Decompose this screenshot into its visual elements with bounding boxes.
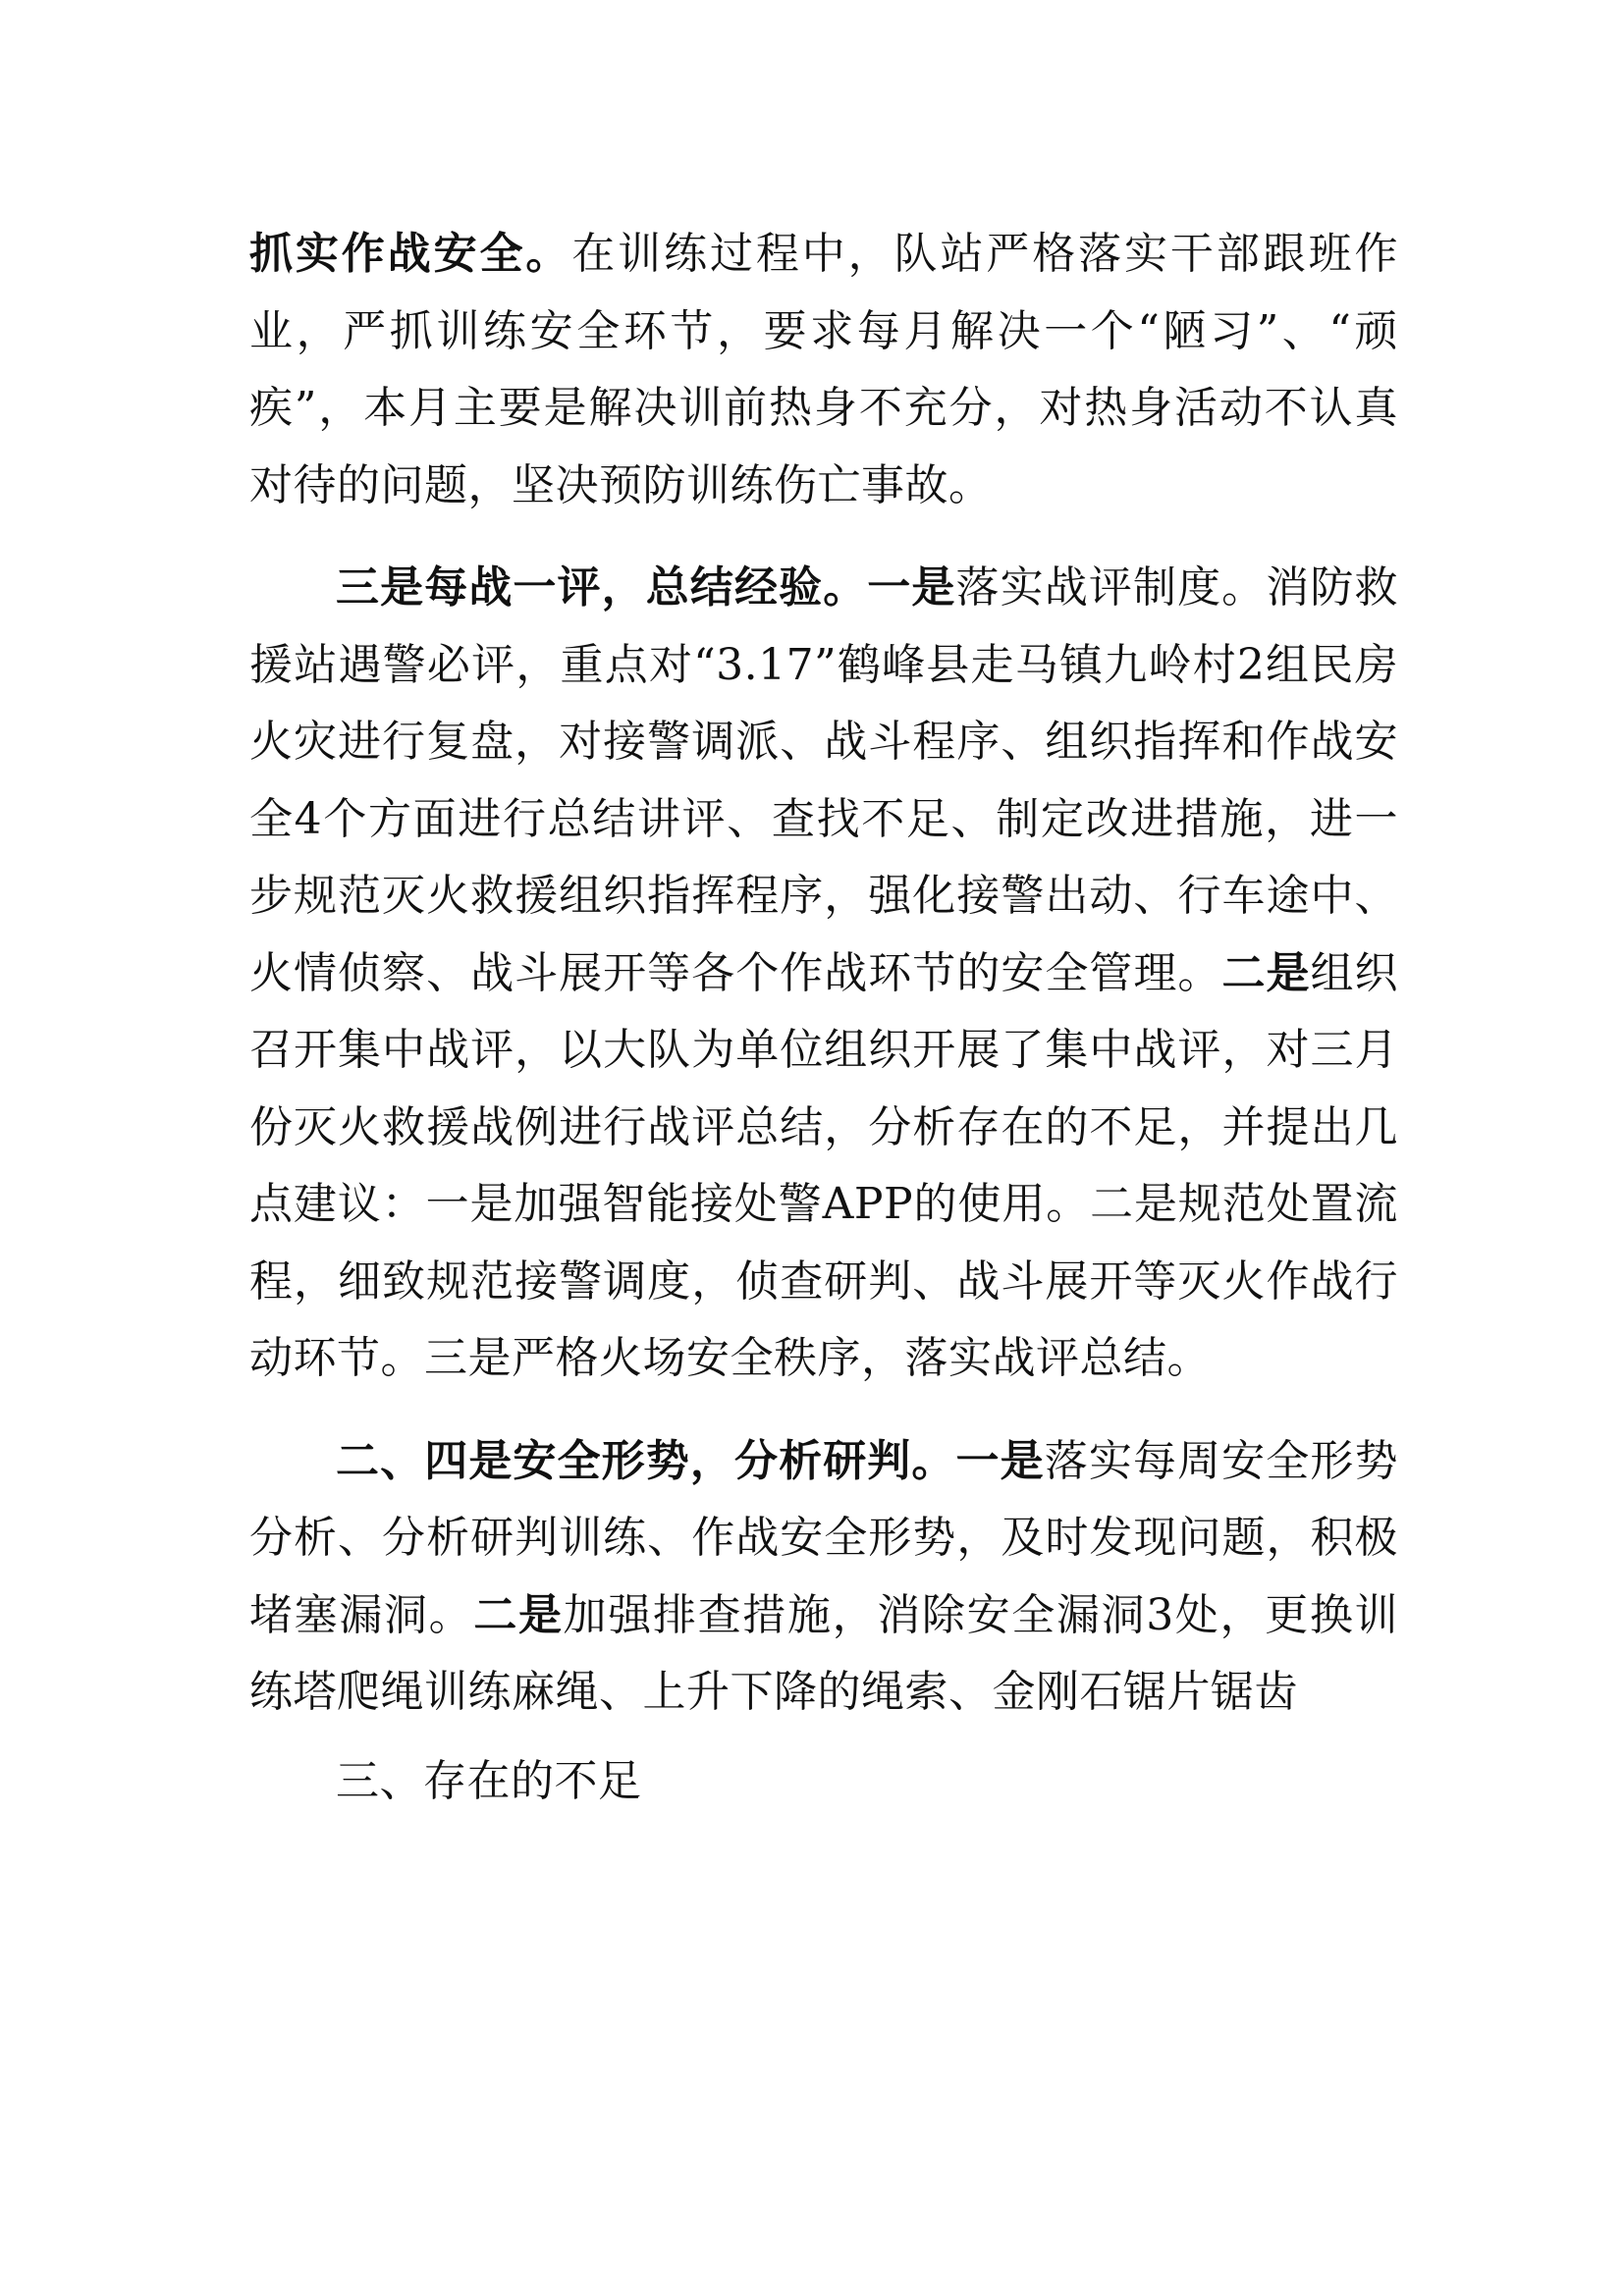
paragraph-heading: 二、四是安全形势，分析研判。一是 xyxy=(336,1435,1045,1486)
paragraph-situation xyxy=(249,1423,1398,1732)
paragraph-text: 落实每周安全形势分析、分析研判训练、作战安全形势，及时发现问题，积极堵塞漏洞。 xyxy=(249,1435,1399,1640)
paragraph-heading: 三是每战一评，总结经验。一是 xyxy=(336,562,956,613)
paragraph-subheading: 二是 xyxy=(473,1589,564,1640)
section-heading-text: 三、存在的不足 xyxy=(336,1755,642,1806)
paragraph-text: 加强排查措施，消除安全漏洞3处，更换训练塔爬绳训练麻绳、上升下降的绳索、金刚石锯片锯齿 xyxy=(249,1589,1399,1717)
section-heading-shortcomings xyxy=(249,1743,1398,1821)
paragraph-subheading: 二是 xyxy=(1221,947,1311,998)
paragraph-heading: 抓实作战安全。 xyxy=(249,229,572,279)
document-body xyxy=(249,216,1398,1820)
paragraph-review xyxy=(249,550,1398,1398)
paragraph-safety xyxy=(249,216,1398,524)
paragraph-text: 组织召开集中战评，以大队为单位组织开展了集中战评，对三月份灭火救援战例进行战评总结，分析存在的不足，并提出几点建议：一是加强智能接处警APP的使用。二是规范处置流程，细致规范接警调度，侦查研判、战斗展开等灭火作战行动环节。三是严格火场安全秩序，落实战评总结。 xyxy=(249,947,1399,1383)
paragraph-text: 在训练过程中，队站严格落实干部跟班作业，严抓训练安全环节，要求每月解决一个“陋习”、“顽疾”，本月主要是解决训前热身不充分，对热身活动不认真对待的问题，坚决预防训练伤亡事故。 xyxy=(249,229,1399,510)
paragraph-text: 落实战评制度。消防救援站遇警必评，重点对“3.17”鹤峰县走马镇九岭村2组民房火灾进行复盘，对接警调派、战斗程序、组织指挥和作战安全4个方面进行总结讲评、查找不足、制定改进措施，进一步规范灭火救援组织指挥程序，强化接警出动、行车途中、火情侦察、战斗展开等各个作战环节的安全管理。 xyxy=(249,562,1399,998)
